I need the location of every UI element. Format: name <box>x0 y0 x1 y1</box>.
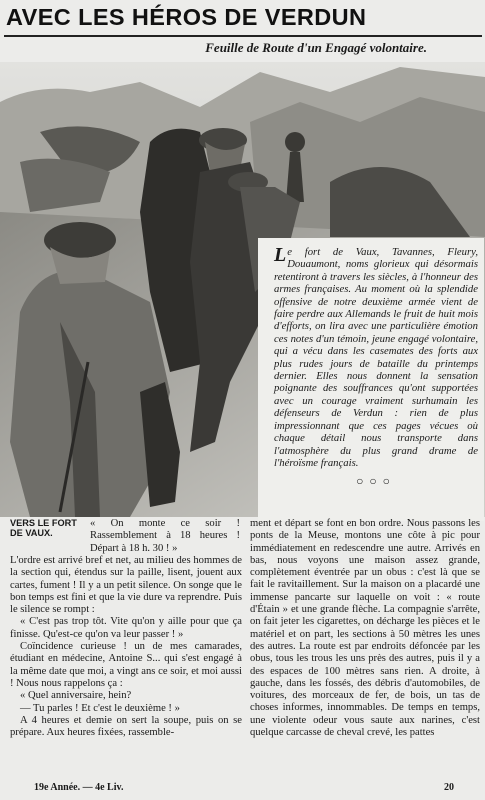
paragraph: A 4 heures et demie on sert la soupe, puis on se prépare. Aux heures fixées, rassemble- <box>10 714 242 739</box>
section-ornament: ○○○ <box>356 474 396 489</box>
page-number: 20 <box>444 782 454 793</box>
intro-paragraph <box>274 246 478 469</box>
intro-box <box>258 238 484 521</box>
paragraph: « Quel anniversaire, hein? <box>20 690 132 702</box>
column-right <box>250 518 480 739</box>
paragraph: « C'est pas trop tôt. Vite qu'on y aille pour que ça finisse. Qu'est-ce qu'on va leur passer ! » <box>10 616 242 640</box>
intro-text: e fort de Vaux, Tavannes, Fleury, Douaumont, noms glorieux qui désormais retentiront à travers les siècles, à l'honneur des armes françaises. Au moment où la splendide offensive de notre deuxième armée vient de faire perdre aux Allemands le fruit de huit mois d'efforts, on lira avec une particulière émotion ces notes d'un témoin, jeune engagé volontaire, qui a vécu dans les casemates des forts aux plus rudes jours de bataille du printemps dernier. Elles nous donnent la sensation poignante des souffrances qu'ont supportées avec un courage vraiment surhumain les défenseurs de Verdun : rien de plus impressionnant que ces pages vécues où chaque détail nous transporte dans l'atmosphère du plus grand drame de l'héroïsme français. <box>274 246 478 469</box>
paragraph: L'ordre est arrivé bref et net, au milieu des hommes de la section qui, étendus sur la paille, lisent, jouent aux cartes, fument ! Il y a un petit silence. On songe que le bon temps est fini et que la vie dure va reprendre. Puis le silence se rompt : <box>10 555 242 616</box>
issue-label: 19e Année. — 4e Liv. <box>34 782 124 793</box>
article-title: AVEC LES HÉROS DE VERDUN <box>6 4 367 30</box>
paragraph: ment et départ se font en bon ordre. Nous passons les ponts de la Meuse, montons une côte à pic pour immédiatement en redescendre une autre. Arrivés en bas, nous voyons une maison assez grande, complètement éventrée par un obus : c'est là que se fait le ravitaillement. Sur la maison on a placardé une immense pancarte sur laquelle on voit : « route d'Étain » et une grande flèche. La compagnie s'arrête, on fait jeter les cigarettes, on décharge les pièces et le matériel et on part, les sections à 50 mètres les unes des autres. La route est par endroits défoncée par les obus, tous les trous les uns près des autres, puis il y a des espaces de 100 mètres sans rien. A droite, à gauche, dans les fossés, des débris d'automobiles, de voitures, des morceaux de fer, de bois, un tas de choses informes, innommables. De temps en temps, une violente odeur vous saute aux narines, c'est quelque carcasse de cheval crevé, les pattes <box>250 518 480 739</box>
article-subtitle: Feuille de Route d'un Engagé volontaire. <box>205 40 427 55</box>
page-footer <box>34 782 454 793</box>
column-left <box>10 555 242 739</box>
title-rule <box>4 35 482 37</box>
intro-dropcap: L <box>274 244 287 266</box>
paragraph: Coïncidence curieuse ! un de mes camarades, étudiant en médecine, Antoine S... qui s'est engagé à la même date que moi, a vingt ans ce soir, et moi aussi ! Nous nous rappelons ça : <box>10 641 242 689</box>
paragraph: — Tu parles ! Et c'est le deuxième ! » <box>20 702 180 714</box>
opening-quote: « On monte ce soir ! Rassemblement à 18 heures ! Départ à 18 h. 30 ! » <box>90 518 240 554</box>
section-heading: VERS LE FORT DE VAUX. <box>10 518 77 538</box>
